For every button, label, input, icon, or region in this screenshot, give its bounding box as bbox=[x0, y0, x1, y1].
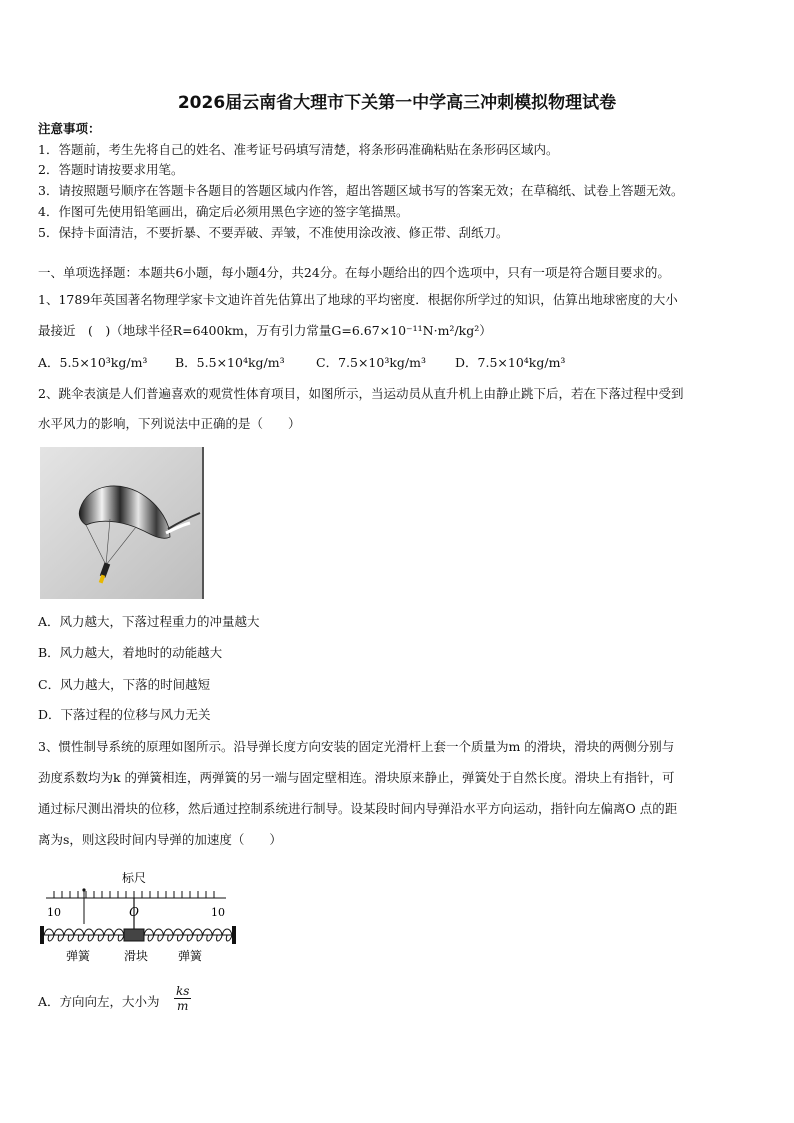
spring-right-label: 弹簧 bbox=[177, 949, 203, 963]
scale-label: 标尺 bbox=[121, 871, 147, 885]
scale-left-number: 10 bbox=[47, 906, 61, 919]
q3-line4: 离为s，则这段时间内导弹的加速度（ ） bbox=[38, 832, 282, 847]
q1-option-a: A．5.5×10³kg/m³ bbox=[38, 355, 148, 370]
q1-line1: 1、1789年英国著名物理学家卡文迪许首先估算出了地球的平均密度．根据你所学过的知识，估算出地球密度的大小 bbox=[38, 292, 678, 307]
q2-line2: 水平风力的影响，下列说法中正确的是（ ） bbox=[38, 416, 301, 431]
slider-label: 滑块 bbox=[123, 949, 149, 963]
fraction-denominator: m bbox=[177, 999, 189, 1013]
section-heading: 一、单项选择题：本题共6小题，每小题4分，共24分。在每小题给出的四个选项中，只有一项是符合题目要求的。 bbox=[38, 265, 670, 280]
q3-line3: 通过标尺测出滑块的位移，然后通过控制系统进行制导。设某段时间内导弹沿水平方向运动，指针向左偏离O 点的距 bbox=[38, 801, 678, 816]
fraction-numerator: ks bbox=[176, 984, 190, 998]
notice-item-3: 3．请按照题号顺序在答题卡各题目的答题区域内作答，超出答题区域书写的答案无效；在草稿纸、试卷上答题无效。 bbox=[38, 183, 684, 198]
q3-line2: 劲度系数均为k 的弹簧相连，两弹簧的另一端与固定壁相连。滑块原来静止，弹簧处于自然长度。滑块上有指针，可 bbox=[38, 770, 675, 785]
q3-line1: 3、惯性制导系统的原理如图所示。沿导弹长度方向安装的固定光滑杆上套一个质量为m 的滑块，滑块的两侧分别与 bbox=[38, 739, 675, 754]
parachute-photo bbox=[40, 447, 204, 599]
q2-option-d: D．下落过程的位移与风力无关 bbox=[38, 707, 211, 722]
notice-item-1: 1．答题前，考生先将自己的姓名、准考证号码填写清楚，将条形码准确粘贴在条形码区域内。 bbox=[38, 142, 559, 157]
notice-item-5: 5．保持卡面清洁，不要折暴、不要弄破、弄皱，不准使用涂改液、修正带、刮纸刀。 bbox=[38, 225, 509, 240]
spring-left-label: 弹簧 bbox=[65, 949, 91, 963]
q1-option-d: D．7.5×10⁴kg/m³ bbox=[455, 355, 566, 370]
q1-option-c: C．7.5×10³kg/m³ bbox=[316, 355, 426, 370]
q2-option-b: B．风力越大，着地时的动能越大 bbox=[38, 645, 223, 660]
scale-right-number: 10 bbox=[211, 906, 225, 919]
q3-option-a-fraction bbox=[174, 985, 191, 1013]
notice-item-2: 2．答题时请按要求用笔。 bbox=[38, 162, 184, 177]
q3-option-a bbox=[38, 994, 160, 1010]
notice-heading: 注意事项： bbox=[38, 121, 101, 136]
q1-line2: 最接近 ( )（地球半径R=6400km，万有引力常量G=6.67×10⁻¹¹N·m²/kg²） bbox=[38, 323, 492, 338]
inertial-guidance-diagram bbox=[38, 868, 242, 968]
exam-title: 2026届云南省大理市下关第一中学高三冲刺模拟物理试卷 bbox=[177, 93, 617, 113]
q2-line1: 2、跳伞表演是人们普遍喜欢的观赏性体育项目，如图所示，当运动员从直升机上由静止跳下后，若在下落过程中受到 bbox=[38, 386, 684, 401]
q1-option-b: B．5.5×10⁴kg/m³ bbox=[175, 355, 285, 370]
q3-option-a-text: A．方向向左，大小为 bbox=[38, 994, 160, 1009]
q2-option-a: A．风力越大，下落过程重力的冲量越大 bbox=[38, 614, 260, 629]
q2-option-c: C．风力越大，下落的时间越短 bbox=[38, 677, 211, 692]
scale-zero: O bbox=[129, 905, 139, 919]
notice-item-4: 4．作图可先使用铅笔画出，确定后必须用黑色字迹的签字笔描黑。 bbox=[38, 204, 409, 219]
